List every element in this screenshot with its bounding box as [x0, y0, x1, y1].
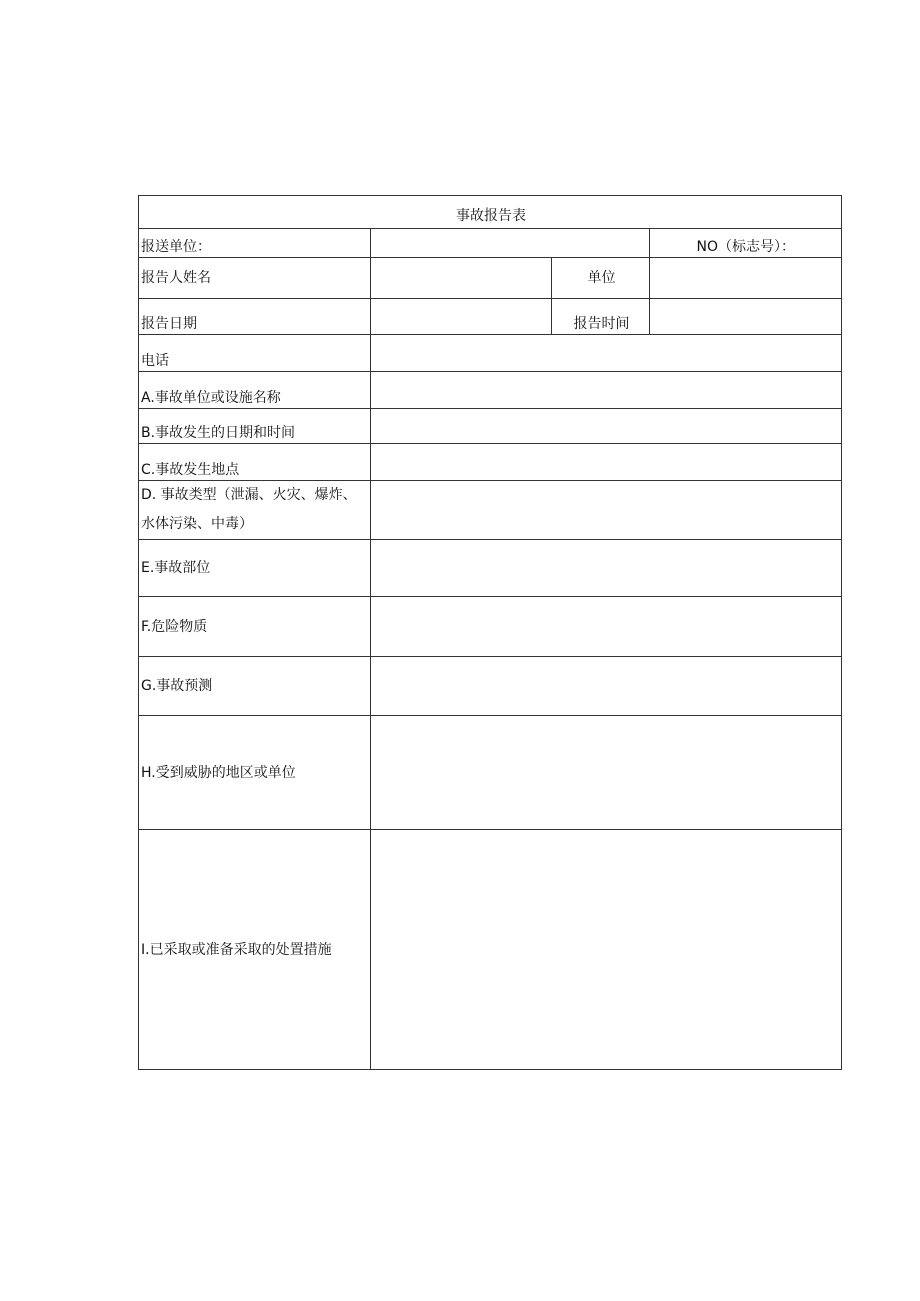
accident-part-field[interactable] — [371, 540, 842, 597]
facility-name-field[interactable] — [371, 372, 842, 409]
accident-type-field[interactable] — [371, 481, 842, 540]
threatened-area-field[interactable] — [371, 716, 842, 830]
accident-forecast-label: G.事故预测 — [139, 657, 371, 716]
facility-name-label: A.事故单位或设施名称 — [139, 372, 371, 409]
item-row-f — [139, 597, 842, 657]
report-time-label: 报告时间 — [552, 299, 650, 335]
report-date-row — [139, 299, 842, 335]
item-row-i — [139, 830, 842, 1070]
item-row-h — [139, 716, 842, 830]
report-unit-field[interactable] — [371, 229, 650, 258]
item-row-d — [139, 481, 842, 540]
report-date-label: 报告日期 — [139, 299, 371, 335]
hazardous-substance-field[interactable] — [371, 597, 842, 657]
report-unit-label: 报送单位： — [139, 229, 371, 258]
reporter-name-label: 报告人姓名 — [139, 258, 371, 299]
phone-row — [139, 335, 842, 372]
accident-part-label: E.事故部位 — [139, 540, 371, 597]
unit-field[interactable] — [650, 258, 842, 299]
phone-label: 电话 — [139, 335, 371, 372]
item-row-b — [139, 409, 842, 444]
accident-type-label: D. 事故类型（泄漏、火灾、爆炸、水体污染、中毒） — [139, 481, 371, 540]
item-row-e — [139, 540, 842, 597]
hazardous-substance-label: F.危险物质 — [139, 597, 371, 657]
location-field[interactable] — [371, 444, 842, 481]
occurrence-datetime-field[interactable] — [371, 409, 842, 444]
item-row-g — [139, 657, 842, 716]
no-label: NO（标志号）： — [650, 229, 842, 258]
measures-label: I.已采取或准备采取的处置措施 — [139, 830, 371, 1070]
report-date-field[interactable] — [371, 299, 552, 335]
form-title: 事故报告表 — [139, 196, 842, 229]
threatened-area-label: H.受到威胁的地区或单位 — [139, 716, 371, 830]
title-row — [139, 196, 842, 229]
phone-field[interactable] — [371, 335, 842, 372]
item-row-a — [139, 372, 842, 409]
occurrence-datetime-label: B.事故发生的日期和时间 — [139, 409, 371, 444]
reporter-row — [139, 258, 842, 299]
location-label: C.事故发生地点 — [139, 444, 371, 481]
measures-field[interactable] — [371, 830, 842, 1070]
accident-report-table — [138, 195, 842, 1070]
item-row-c — [139, 444, 842, 481]
report-time-field[interactable] — [650, 299, 842, 335]
reporter-name-field[interactable] — [371, 258, 552, 299]
report-unit-row — [139, 229, 842, 258]
unit-label: 单位 — [552, 258, 650, 299]
accident-forecast-field[interactable] — [371, 657, 842, 716]
